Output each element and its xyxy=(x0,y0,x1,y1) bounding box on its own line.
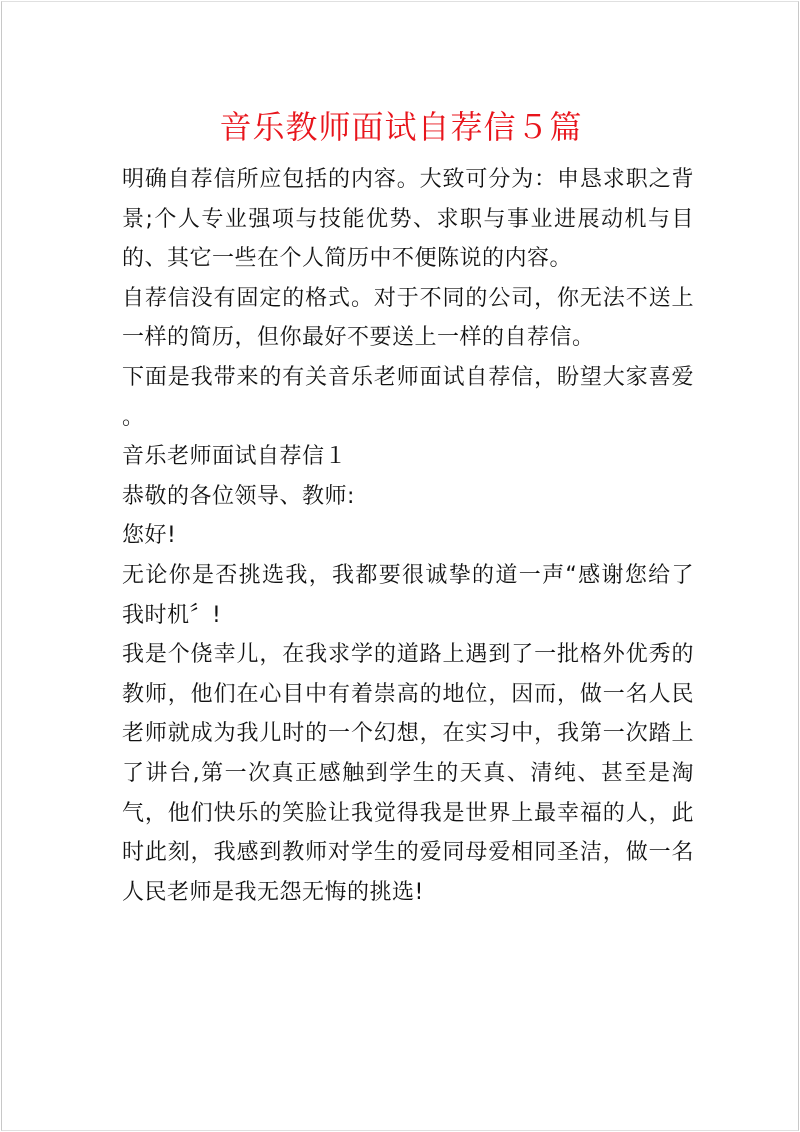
letter-greeting: 您好! xyxy=(122,523,177,549)
letter-heading: 音乐老师面试自荐信１ xyxy=(122,444,348,470)
paragraph-intro: 明确自荐信所应包括的内容。大致可分为：申恳求职之背景;个人专业强项与技能优势、求职与事业进展动机与目的、其它一些在个人简历中不便陈说的内容。 xyxy=(122,167,694,272)
letter-salutation: 恭敬的各位领导、教师: xyxy=(122,483,355,509)
letter-paragraph-thanks: 无论你是否挑选我，我都要很诚挚的道一声“感谢您给了我时机〞! xyxy=(122,562,694,628)
document-body xyxy=(122,160,694,912)
document-title: 音乐教师面试自荐信５篇 xyxy=(219,108,583,146)
paragraph-lead-in: 下面是我带来的有关音乐老师面试自荐信，盼望大家喜爱 。 xyxy=(122,364,694,430)
letter-paragraph-story: 我是个侥幸儿，在我求学的道路上遇到了一批格外优秀的教师，他们在心目中有着崇高的地位，因而，做一名人民老师就成为我儿时的一个幻想，在实习中，我第一次踏上了讲台,第一次真正感触到学生的天真、清纯、甚至是淘气，他们快乐的笑脸让我觉得我是世界上最幸福的人，此时此刻，我感到教师对学生的爱同母爱相同圣洁，做一名人民老师是我无怨无悔的挑选! xyxy=(122,642,694,905)
document-page xyxy=(1,1,799,1131)
paragraph-format: 自荐信没有固定的格式。对于不同的公司，你无法不送上一样的简历，但你最好不要送上一样的自荐信。 xyxy=(122,285,694,351)
